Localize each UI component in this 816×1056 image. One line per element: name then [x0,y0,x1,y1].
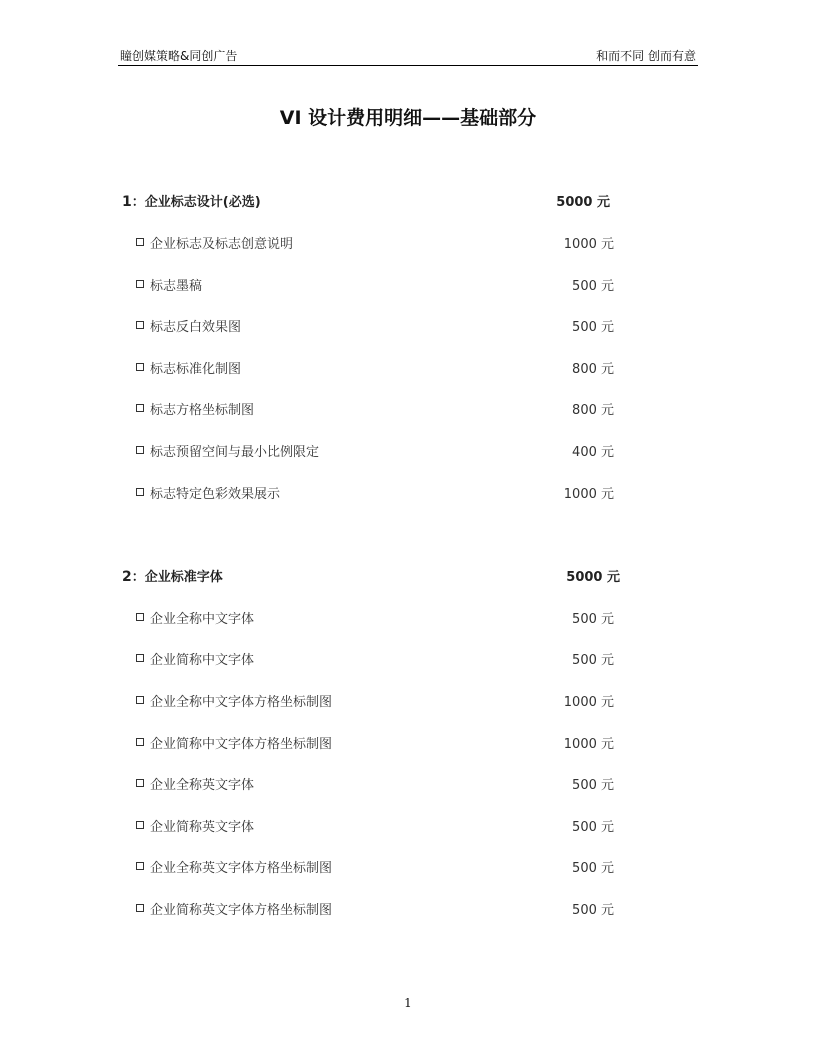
item-price: 1000 元 [563,487,614,502]
item-label: 企业全称中文字体 [150,612,255,627]
checkbox-icon [136,738,144,746]
checkbox-icon [136,363,144,371]
item-price: 500 元 [572,903,614,918]
section-total-price: 5000 元 [566,570,620,585]
item-price: 500 元 [572,861,614,876]
item-price: 800 元 [572,362,614,377]
item-label: 企业标志及标志创意说明 [150,237,294,252]
checkbox-icon [136,696,144,704]
list-item [136,483,614,501]
item-label: 企业简称中文字体 [150,653,255,668]
item-price: 1000 元 [563,695,614,710]
item-label: 标志方格坐标制图 [150,403,255,418]
section-heading-logo [122,191,261,210]
list-item [136,857,614,875]
list-item [136,358,614,376]
item-label: 标志预留空间与最小比例限定 [150,445,320,460]
item-price: 400 元 [572,445,614,460]
checkbox-icon [136,904,144,912]
checkbox-icon [136,821,144,829]
page-header [118,48,698,66]
item-price: 500 元 [572,612,614,627]
item-label: 企业全称英文字体方格坐标制图 [150,861,333,876]
section-number: 1 [122,194,132,210]
item-label: 标志标准化制图 [150,362,242,377]
item-price: 800 元 [572,403,614,418]
section-title: ：企业标准字体 [131,570,223,585]
item-label: 企业全称中文字体方格坐标制图 [150,695,333,710]
item-label: 标志反白效果图 [150,320,242,335]
page-number: 1 [404,996,412,1010]
item-price: 500 元 [572,279,614,294]
document-title: VI 设计费用明细——基础部分 [279,107,537,129]
list-item [136,316,614,334]
list-item [136,649,614,667]
item-label: 企业简称英文字体方格坐标制图 [150,903,333,918]
section-number: 2 [122,569,132,585]
list-item [136,733,614,751]
item-price: 500 元 [572,653,614,668]
checkbox-icon [136,613,144,621]
header-slogan: 和而不同 创而有意 [596,49,696,63]
list-item [136,399,614,417]
checkbox-icon [136,446,144,454]
item-label: 企业全称英文字体 [150,778,255,793]
list-item [136,816,614,834]
list-item [136,899,614,917]
checkbox-icon [136,779,144,787]
checkbox-icon [136,654,144,662]
item-label: 企业简称英文字体 [150,820,255,835]
list-item [136,275,614,293]
checkbox-icon [136,238,144,246]
list-item [136,608,614,626]
checkbox-icon [136,488,144,496]
item-label: 标志墨稿 [150,279,203,294]
checkbox-icon [136,404,144,412]
list-item [136,691,614,709]
header-company: 瞳创媒策略&同创广告 [120,49,238,63]
list-item [136,233,614,251]
list-item [136,441,614,459]
section-total-price: 5000 元 [556,195,610,210]
section-title: ：企业标志设计(必选) [131,195,261,210]
section-heading-typeface [122,566,223,585]
item-price: 500 元 [572,820,614,835]
item-price: 500 元 [572,320,614,335]
checkbox-icon [136,280,144,288]
list-item [136,774,614,792]
checkbox-icon [136,321,144,329]
item-price: 1000 元 [563,737,614,752]
item-label: 标志特定色彩效果展示 [150,487,281,502]
item-label: 企业简称中文字体方格坐标制图 [150,737,333,752]
item-price: 1000 元 [563,237,614,252]
item-price: 500 元 [572,778,614,793]
checkbox-icon [136,862,144,870]
